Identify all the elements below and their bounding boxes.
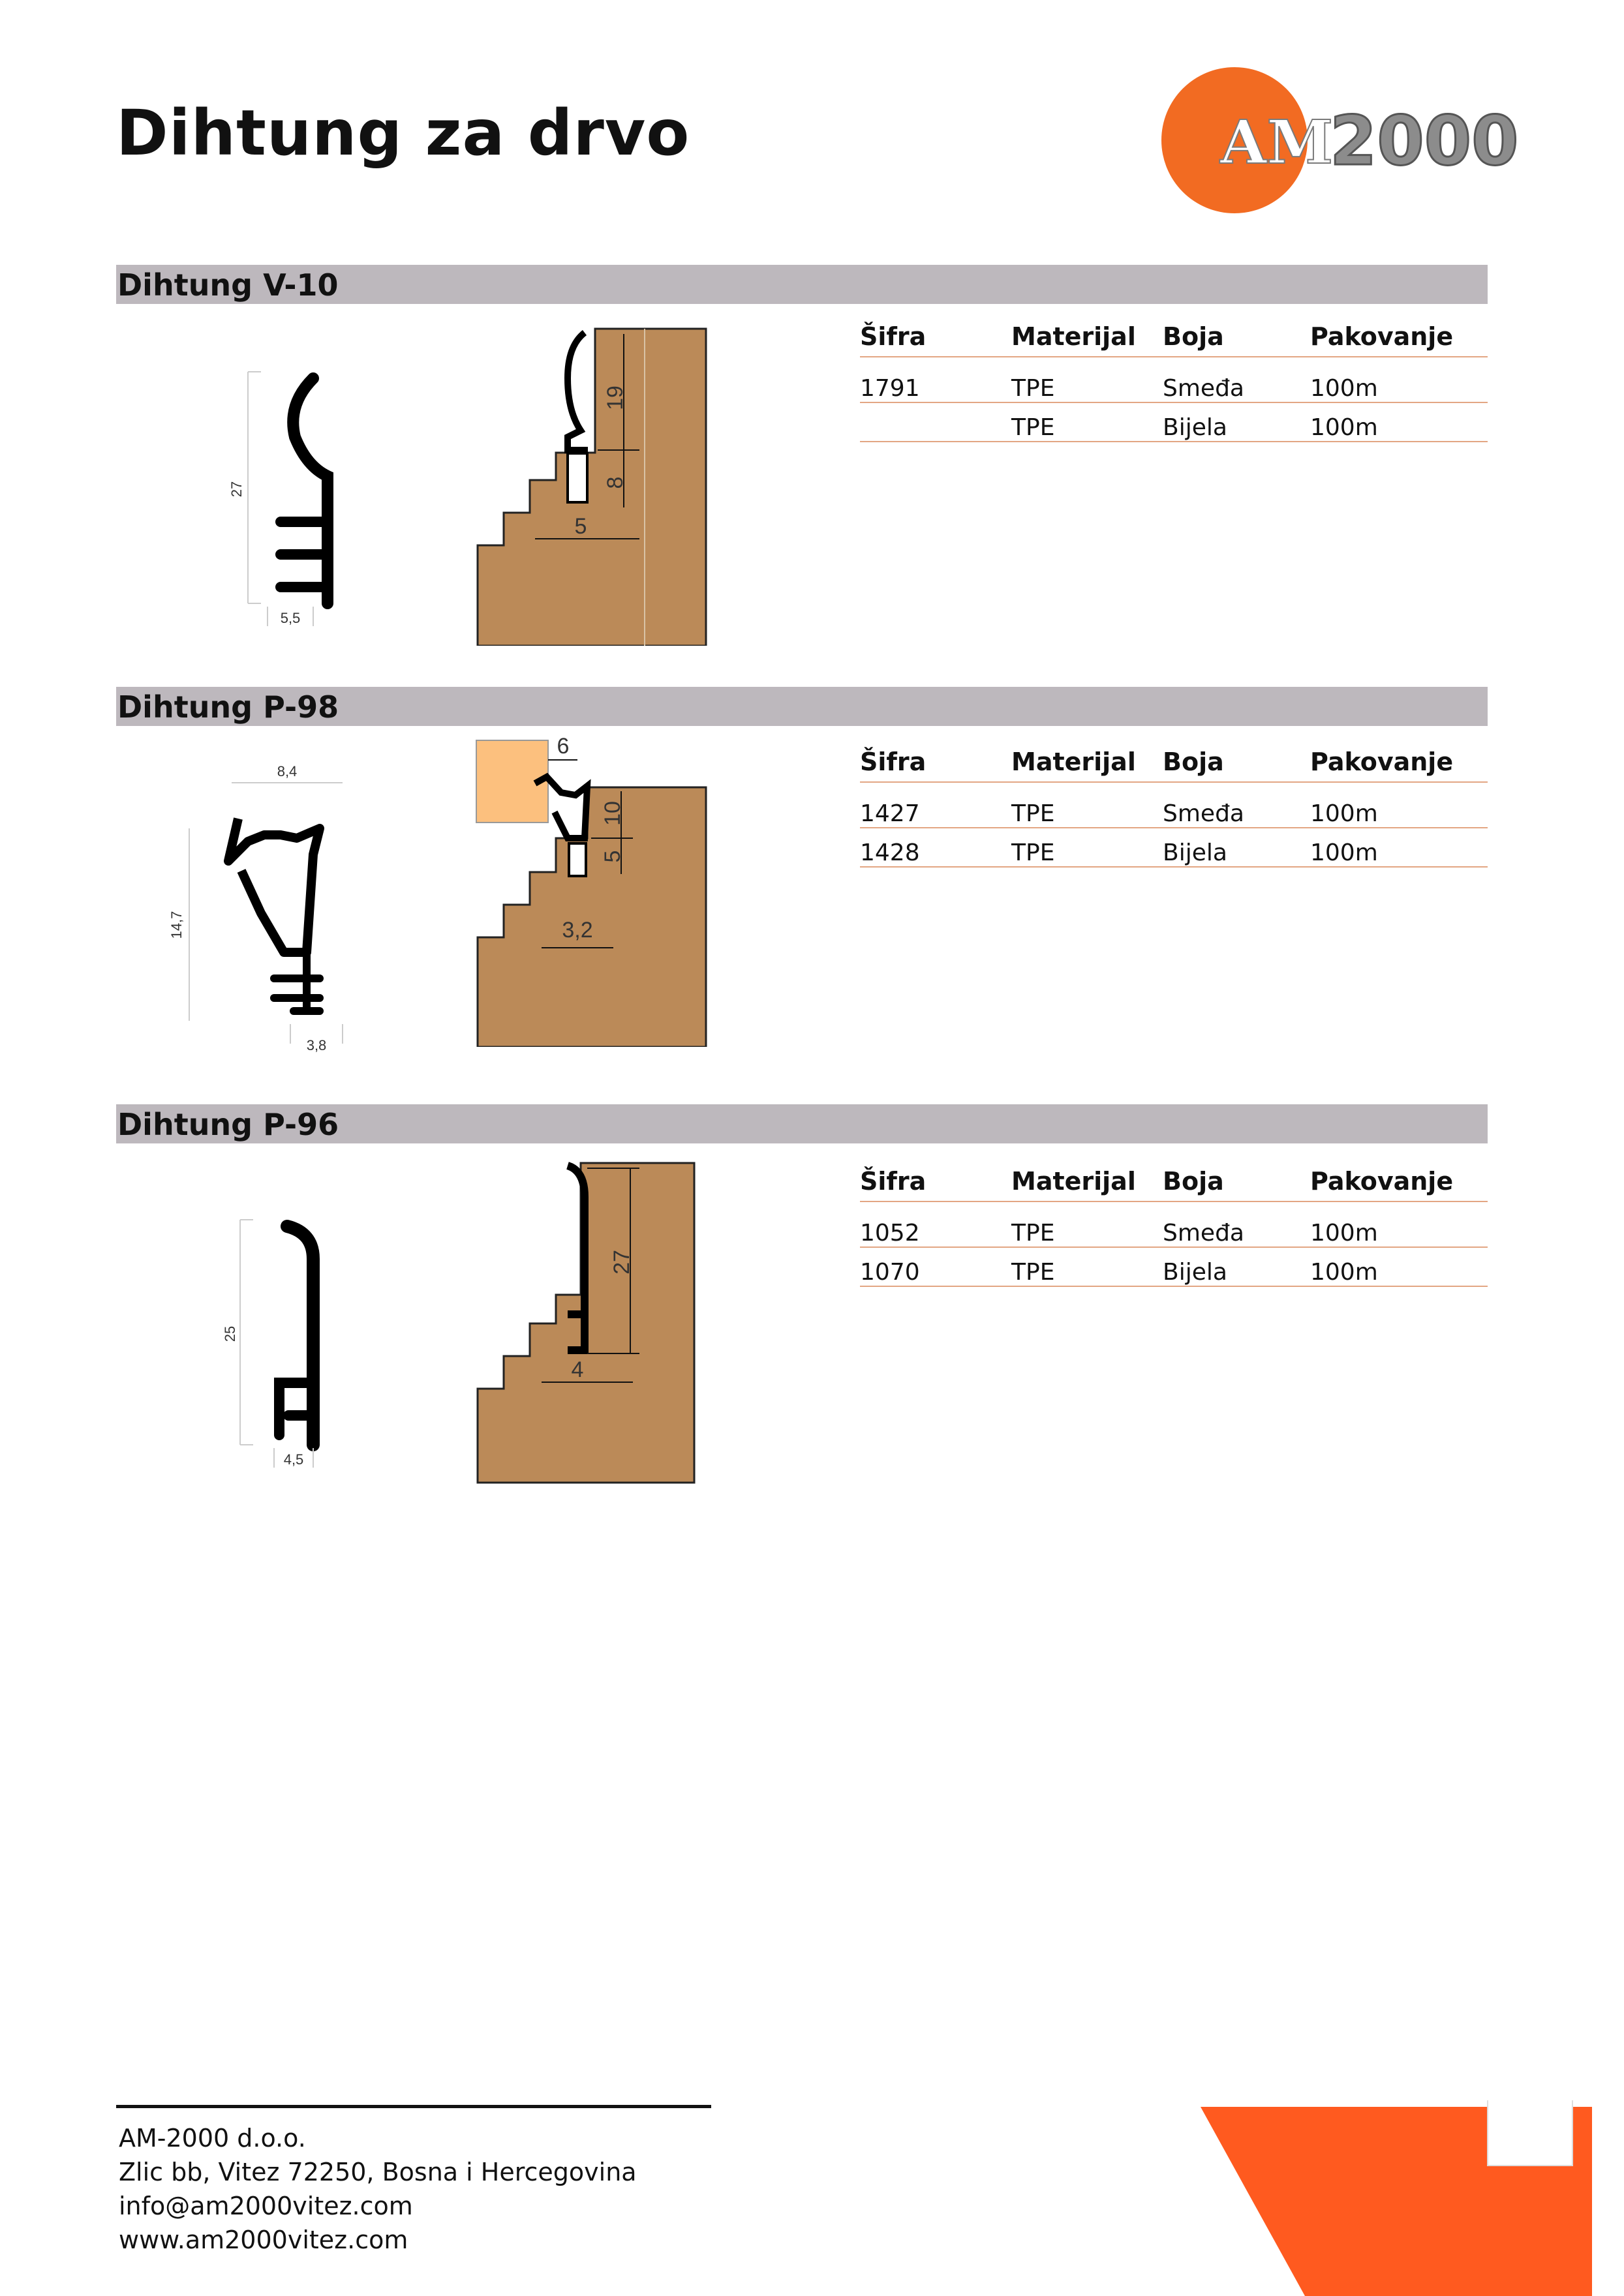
dim-width: 5,5 [280,610,301,626]
footer-divider [116,2105,711,2108]
section-title: Dihtung V-10 [117,267,339,303]
section-header-p98 [116,687,1488,726]
seal-fins [274,952,320,1011]
section-title: Dihtung P-98 [117,689,339,725]
logo-text-2000: 2000 [1330,101,1519,181]
cell-color: Smeđa [1163,1201,1310,1247]
cell-pack: 100m [1310,402,1488,442]
cell-pack: 100m [1310,782,1488,828]
white-tab [1488,2100,1572,2166]
installation-drawing-p98 [470,734,718,1047]
spec-table-p98 [860,732,1488,868]
cell-pack: 100m [1310,1247,1488,1286]
col-header-code: Šifra [860,1151,1011,1201]
col-header-color: Boja [1163,1151,1310,1201]
section-header-p96 [116,1104,1488,1143]
table-row [860,357,1488,402]
cell-code [860,402,1011,442]
cell-material: TPE [1011,1247,1163,1286]
cell-code: 1427 [860,782,1011,828]
table-header-row [860,732,1488,782]
cell-code: 1052 [860,1201,1011,1247]
seal-lip [293,378,328,603]
seal-fins [281,522,328,587]
dim-height: 25 [222,1325,238,1342]
dim-a: 19 [603,385,628,410]
corner-decoration [1201,2100,1624,2296]
dim-b: 10 [600,801,625,826]
footer-address: Zlic bb, Vitez 72250, Bosna i Hercegovina [119,2158,637,2186]
logo-text-am: AM [1220,107,1334,177]
table-row [860,1201,1488,1247]
col-header-code: Šifra [860,307,1011,357]
cell-color: Smeđa [1163,357,1310,402]
table-row [860,402,1488,442]
dim-a: 6 [557,734,570,759]
cell-color: Smeđa [1163,782,1310,828]
table-header-row [860,307,1488,357]
cell-material: TPE [1011,357,1163,402]
table-row [860,782,1488,828]
col-header-pack: Pakovanje [1310,732,1488,782]
wood-frame [478,329,706,646]
cell-pack: 100m [1310,357,1488,402]
dim-b: 8 [603,476,628,489]
cell-code: 1070 [860,1247,1011,1286]
dim-b: 4 [571,1357,584,1382]
footer-company: AM-2000 d.o.o. [119,2124,306,2152]
col-header-color: Boja [1163,307,1310,357]
cell-material: TPE [1011,402,1163,442]
col-header-material: Materijal [1011,1151,1163,1201]
profile-drawing-p98 [163,757,372,1063]
dim-c: 5 [574,514,587,539]
col-header-pack: Pakovanje [1310,1151,1488,1201]
cell-color: Bijela [1163,1247,1310,1286]
section-header-v10 [116,265,1488,304]
cell-code: 1428 [860,828,1011,867]
col-header-material: Materijal [1011,307,1163,357]
cell-pack: 100m [1310,828,1488,867]
col-header-material: Materijal [1011,732,1163,782]
col-header-pack: Pakovanje [1310,307,1488,357]
footer-web[interactable]: www.am2000vitez.com [119,2226,408,2254]
footer-contact [119,2121,637,2257]
dim-width: 4,5 [283,1451,304,1468]
cell-color: Bijela [1163,402,1310,442]
dim-height: 14,7 [168,911,185,939]
installation-drawing-v10 [470,320,718,646]
profile-drawing-v10 [215,352,346,639]
wood-frame [478,787,706,1047]
cell-pack: 100m [1310,1201,1488,1247]
dim-top: 8,4 [277,763,298,779]
spec-table-p96 [860,1151,1488,1287]
cell-material: TPE [1011,828,1163,867]
seal-body [228,819,320,952]
table-header-row [860,1151,1488,1201]
table-row [860,828,1488,867]
section-title: Dihtung P-96 [117,1107,339,1142]
dim-height: 27 [228,481,245,498]
dim-c: 5 [600,850,625,863]
dim-a: 27 [609,1250,634,1275]
col-header-code: Šifra [860,732,1011,782]
company-logo [1161,65,1527,215]
dim-width: 3,8 [306,1037,327,1053]
cell-color: Bijela [1163,828,1310,867]
footer-email[interactable]: info@am2000vitez.com [119,2192,413,2220]
cell-code: 1791 [860,357,1011,402]
spec-table-v10 [860,307,1488,442]
page-title: Dihtung za drvo [116,97,690,170]
table-row [860,1247,1488,1286]
profile-drawing-p96 [215,1207,346,1481]
installation-drawing-p96 [470,1158,718,1484]
col-header-color: Boja [1163,732,1310,782]
dim-d: 3,2 [562,918,593,943]
cell-material: TPE [1011,782,1163,828]
cell-material: TPE [1011,1201,1163,1247]
